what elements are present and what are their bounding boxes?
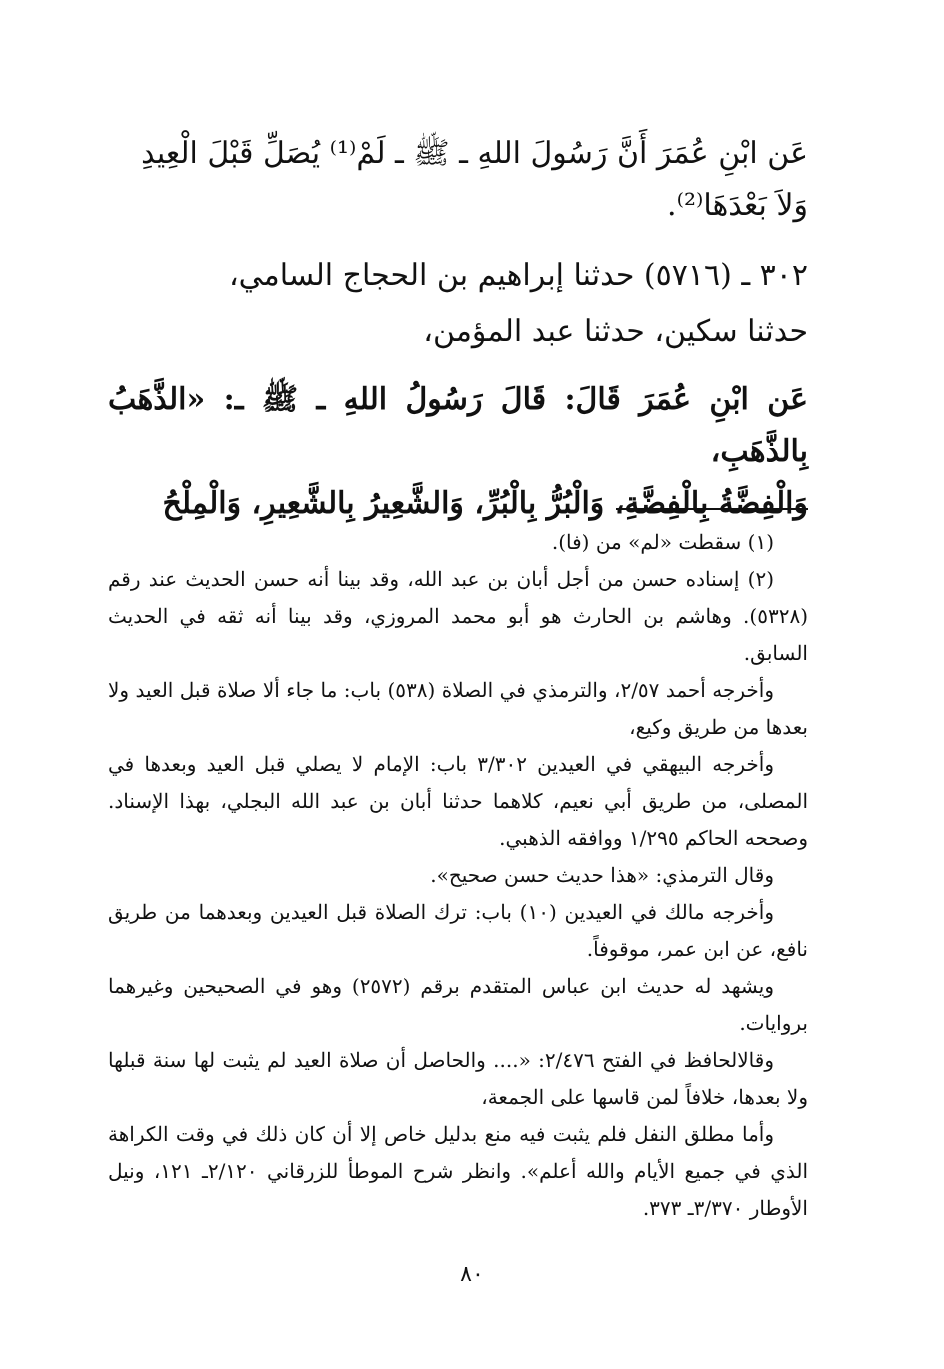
isnad-302 [108, 248, 808, 360]
matn-302-line-1: عَن ابْنِ عُمَرَ قَالَ: قَالَ رَسُولُ اللهِ ـ ﷺ ـ: «الذَّهَبُ بِالذَّهَبِ، [108, 382, 808, 469]
hadith-301-line-1: عَن ابْنِ عُمَرَ أَنَّ رَسُولَ اللهِ ـ ﷺ ـ لَمْ⁽¹⁾ يُصَلِّ قَبْلَ الْعِيدِ [141, 136, 808, 171]
footnote-2: (٢) إسناده حسن من أجل أبان بن عبد الله، وقد بينا أنه حسن الحديث عند رقم (٥٣٢٨). وهاشم بن الحارث هو أبو محمد المروزي، وقد بينا أنه ثقه في الحديث السابق. [108, 567, 808, 665]
main-text [108, 128, 808, 530]
footnote-1: (١) سقطت «لم» من (فا). [551, 530, 774, 554]
footnote-2-malik: وأخرجه مالك في العيدين (١٠) باب: ترك الصلاة قبل العيدين وبعدهما من طريق نافع، عن ابن عمر، موقوفاً. [108, 900, 808, 961]
footnote-2-shahid: ويشهد له حديث ابن عباس المتقدم برقم (٢٥٧٢) وهو في الصحيحين وغيرهما بروايات. [108, 974, 808, 1035]
footnotes [108, 524, 808, 1227]
page-number: ٨٠ [460, 1262, 484, 1287]
matn-302-line-2: وَالْفِضَّةُ بِالْفِضَّةِ، وَالْبُرُّ بِالْبُرِّ، وَالشَّعِيرُ بِالشَّعِيرِ، وَالْمِلْحُ [162, 486, 808, 521]
footnote-separator [616, 508, 808, 510]
footnote-2-tirmidhi: وقال الترمذي: «هذا حديث حسن صحيح». [430, 863, 774, 887]
footnote-2-hafiz: وقالالحافظ في الفتح ٢/٤٧٦: «.... والحاصل أن صلاة العيد لم يثبت لها سنة قبلها ولا بعدها، خلافاً لمن قاسها على الجمعة، [108, 1048, 808, 1109]
matn-302 [108, 374, 808, 530]
isnad-302-line-1: ٣٠٢ ـ (٥٧١٦) حدثنا إبراهيم بن الحجاج السامي، [228, 258, 808, 293]
isnad-302-line-2: حدثنا سكين، حدثنا عبد المؤمن، [423, 314, 808, 349]
footnote-2-ahmad: وأخرجه أحمد ٢/٥٧، والترمذي في الصلاة (٥٣٨) باب: ما جاء ألا صلاة قبل العيد ولا بعدها من طريق وكيع، [108, 678, 808, 739]
footnote-2-bayhaqi: وأخرجه البيهقي في العيدين ٣/٣٠٢ باب: الإمام لا يصلي قبل العيد وبعدها في المصلى، من طريق أبي نعيم، كلاهما حدثنا أبان بن عبد الله البجلي، بهذا الإسناد. وصححه الحاكم ١/٢٩٥ ووافقه الذهبي. [108, 752, 808, 850]
hadith-301-line-2: وَلاَ بَعْدَهَا⁽²⁾. [667, 188, 808, 223]
footnote-2-nafl: وأما مطلق النفل فلم يثبت فيه منع بدليل خاص إلا أن كان ذلك في وقت الكراهة الذي في جميع الأيام والله أعلم». وانظر شرح الموطأ للزرقاني ٢/١٢٠ـ ١٢١، ونيل الأوطار ٣/٣٧٠ـ ٣٧٣. [108, 1122, 808, 1220]
hadith-301 [108, 128, 808, 232]
